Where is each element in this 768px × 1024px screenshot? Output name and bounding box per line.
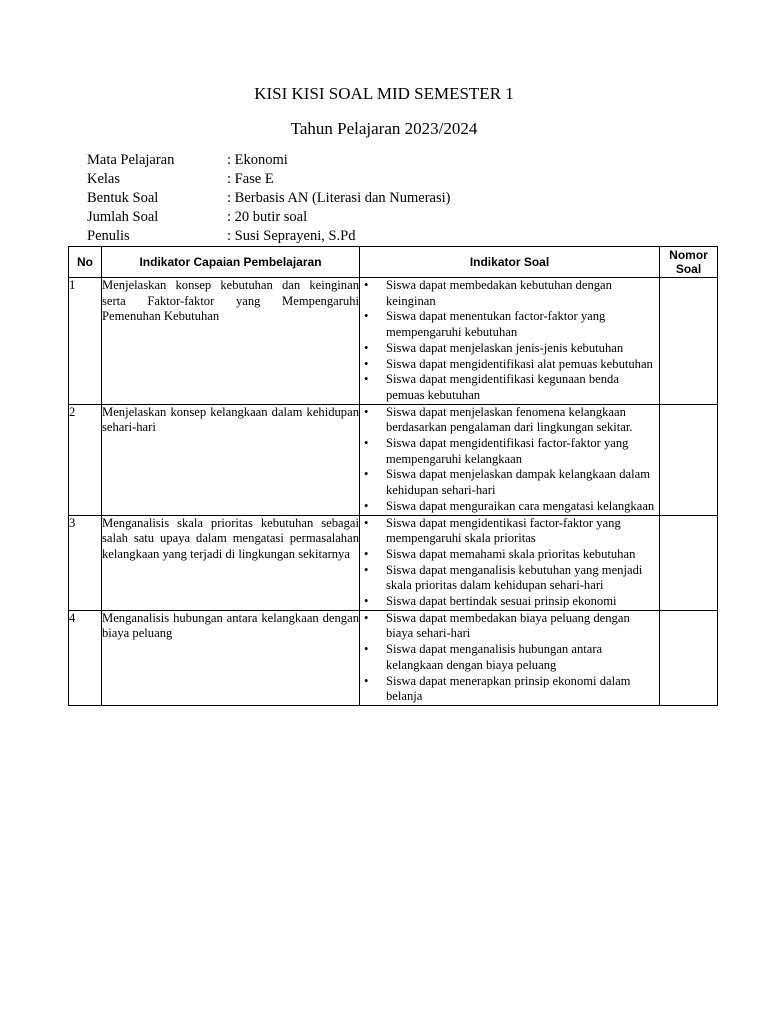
header-capaian: Indikator Capaian Pembelajaran xyxy=(102,247,360,278)
indikator-item: • Siswa dapat menganalisis hubungan antara kelangkaan dengan biaya peluang xyxy=(360,642,659,673)
nomor-soal xyxy=(660,404,718,515)
indikator-item: • Siswa dapat menjelaskan jenis-jenis kebutuhan xyxy=(360,341,659,357)
info-label: Mata Pelajaran xyxy=(87,152,175,168)
table-row xyxy=(69,610,718,705)
indikator-item: • Siswa dapat menjelaskan dampak kelangkaan dalam kehidupan sehari-hari xyxy=(360,467,659,498)
capaian-pembelajaran: Menjelaskan konsep kelangkaan dalam kehidupan sehari-hari xyxy=(102,404,360,515)
indikator-item: • Siswa dapat membedakan kebutuhan dengan keinginan xyxy=(360,278,659,309)
info-value: : Berbasis AN (Literasi dan Numerasi) xyxy=(227,190,451,206)
capaian-pembelajaran: Menganalisis hubungan antara kelangkaan dengan biaya peluang xyxy=(102,610,360,705)
nomor-soal xyxy=(660,610,718,705)
document-title: KISI KISI SOAL MID SEMESTER 1 xyxy=(254,84,514,103)
capaian-pembelajaran: Menganalisis skala prioritas kebutuhan sebagai salah satu upaya dalam mengatasi permasalahan kelangkaan yang terjadi di lingkungan sekitarnya xyxy=(102,515,360,610)
table-row xyxy=(69,404,718,515)
row-number: 1 xyxy=(69,278,102,405)
indikator-list xyxy=(360,611,659,705)
indikator-item: • Siswa dapat menguraikan cara mengatasi kelangkaan xyxy=(360,499,659,515)
indikator-item: • Siswa dapat mengidentifikasi kegunaan benda pemuas kebutuhan xyxy=(360,372,659,403)
info-row-question-form xyxy=(87,189,450,208)
indikator-soal xyxy=(360,515,660,610)
indikator-item: • Siswa dapat mengidentifikasi alat pemuas kebutuhan xyxy=(360,357,659,373)
table-row xyxy=(69,278,718,405)
row-number: 2 xyxy=(69,404,102,515)
indikator-list xyxy=(360,405,659,515)
kisi-kisi-table xyxy=(68,246,718,706)
header-nomor-soal: Nomor Soal xyxy=(660,247,718,278)
academic-year: Tahun Pelajaran 2023/2024 xyxy=(290,119,478,138)
nomor-soal xyxy=(660,278,718,405)
indikator-item: • Siswa dapat menganalisis kebutuhan yang menjadi skala prioritas dalam kehidupan sehari-hari xyxy=(360,563,659,594)
info-value: : 20 butir soal xyxy=(227,209,308,225)
info-row-question-count xyxy=(87,208,450,227)
indikator-item: • Siswa dapat menerapkan prinsip ekonomi dalam belanja xyxy=(360,674,659,705)
table-body xyxy=(69,278,718,706)
indikator-item: • Siswa dapat mengidentifikasi factor-faktor yang mempengaruhi kelangkaan xyxy=(360,436,659,467)
info-label: Kelas xyxy=(87,171,121,187)
indikator-item: • Siswa dapat menentukan factor-faktor yang mempengaruhi kebutuhan xyxy=(360,309,659,340)
table-row xyxy=(69,515,718,610)
indikator-list xyxy=(360,278,659,404)
row-number: 4 xyxy=(69,610,102,705)
info-value: : Susi Seprayeni, S.Pd xyxy=(227,228,356,244)
info-value: : Ekonomi xyxy=(227,152,288,168)
header-indikator: Indikator Soal xyxy=(360,247,660,278)
indikator-list xyxy=(360,516,659,610)
indikator-soal xyxy=(360,404,660,515)
info-value: : Fase E xyxy=(227,171,274,187)
indikator-soal xyxy=(360,610,660,705)
indikator-item: • Siswa dapat menjelaskan fenomena kelangkaan berdasarkan pengalaman dari lingkungan sekitar. xyxy=(360,405,659,436)
indikator-item: • Siswa dapat membedakan biaya peluang dengan biaya sehari-hari xyxy=(360,611,659,642)
row-number: 3 xyxy=(69,515,102,610)
document-info xyxy=(87,151,450,246)
table-header-row xyxy=(69,247,718,278)
capaian-pembelajaran: Menjelaskan konsep kebutuhan dan keinginan serta Faktor-faktor yang Mempengaruhi Pemenuhan Kebutuhan xyxy=(102,278,360,405)
indikator-soal xyxy=(360,278,660,405)
indikator-item: • Siswa dapat memahami skala prioritas kebutuhan xyxy=(360,547,659,563)
info-row-subject xyxy=(87,151,450,170)
indikator-item: • Siswa dapat bertindak sesuai prinsip ekonomi xyxy=(360,594,659,610)
info-label: Jumlah Soal xyxy=(87,209,159,225)
indikator-item: • Siswa dapat mengidentikasi factor-faktor yang mempengaruhi skala prioritas xyxy=(360,516,659,547)
info-row-author xyxy=(87,227,450,246)
info-label: Penulis xyxy=(87,228,130,244)
info-label: Bentuk Soal xyxy=(87,190,159,206)
info-row-class xyxy=(87,170,450,189)
header-no: No xyxy=(69,247,102,278)
nomor-soal xyxy=(660,515,718,610)
